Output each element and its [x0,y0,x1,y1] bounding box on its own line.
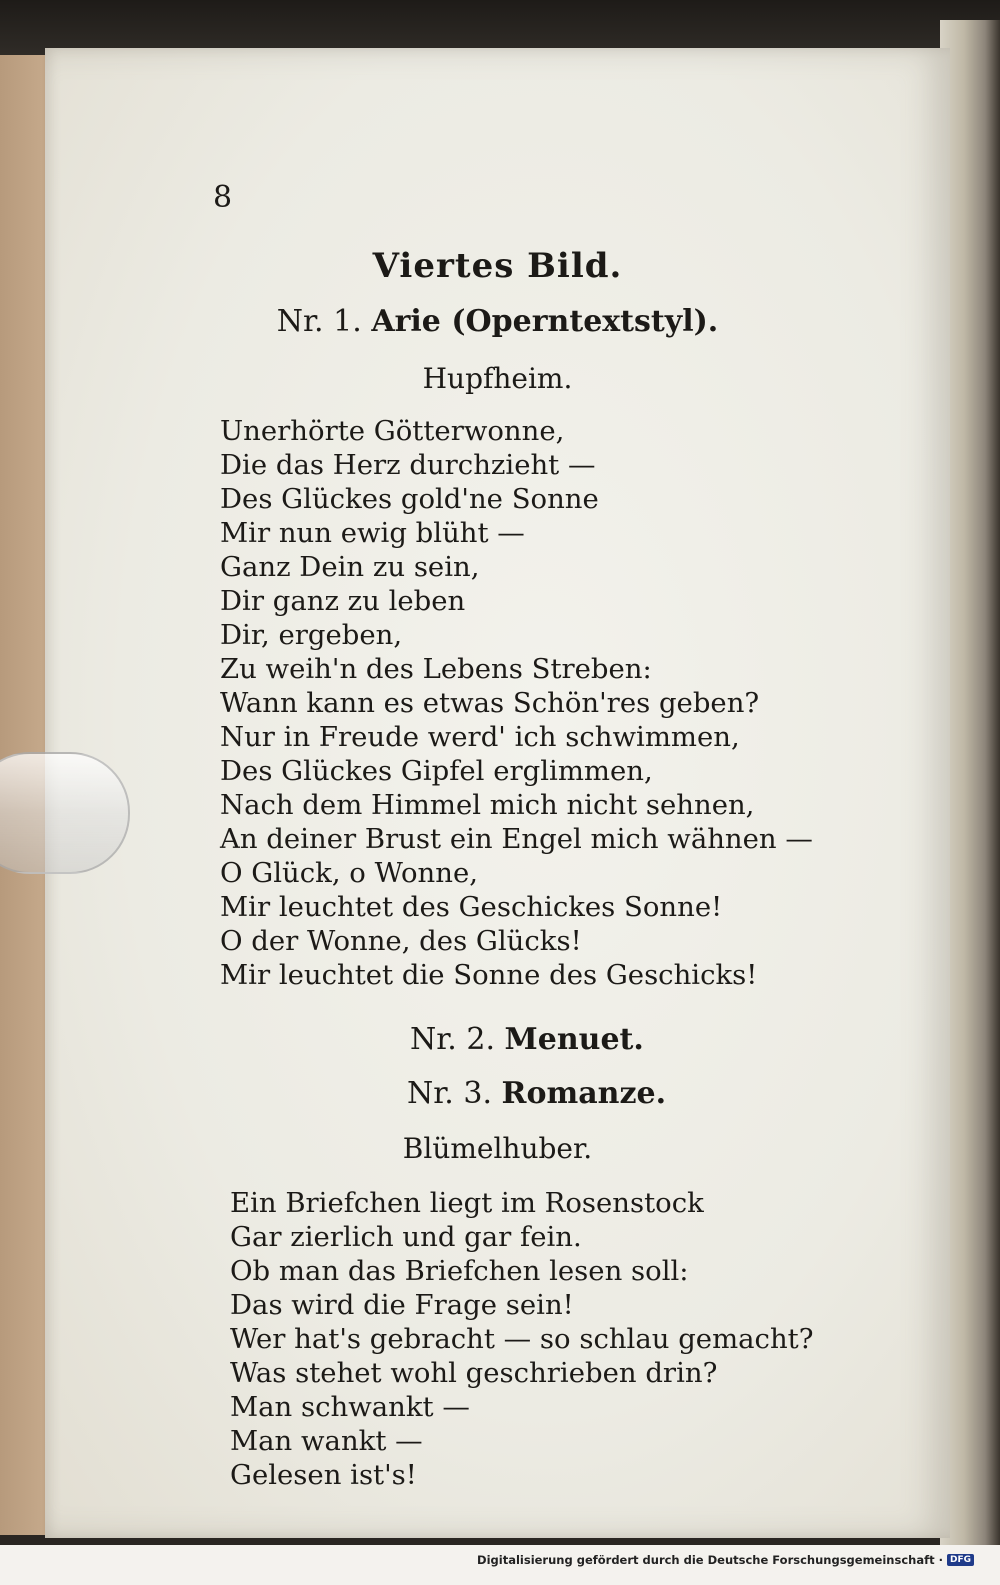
verse-line: Ob man das Briefchen lesen soll: [230,1255,689,1287]
verse-line: Das wird die Frage sein! [230,1289,574,1321]
verse-line: Wer hat's gebracht — so schlau gemacht? [230,1323,814,1355]
verse-line: Ganz Dein zu sein, [220,551,480,583]
menuet-heading [410,1022,644,1057]
verse-line: Dir, ergeben, [220,619,403,651]
page-title: Viertes Bild. [372,246,623,286]
plastic-clip [0,752,130,874]
verse-line: Unerhörte Götterwonne, [220,415,565,447]
verse-line: Ein Briefchen liegt im Rosenstock [230,1187,704,1219]
romanze-verse [230,1186,813,1492]
aria-number: Nr. 1. [276,304,362,339]
menuet-number: Nr. 2. [410,1022,495,1057]
digitization-credit [477,1553,974,1567]
verse-line: Des Glückes Gipfel erglimmen, [220,755,653,787]
verse-line: Dir ganz zu leben [220,585,466,617]
page-number: 8 [213,180,233,215]
verse-line: Wann kann es etwas Schön'res geben? [220,687,760,719]
verse-line: Nur in Freude werd' ich schwimmen, [220,721,740,753]
dfg-logo: DFG [947,1554,974,1566]
book-page [45,48,950,1538]
verse-line: Was stehet wohl geschrieben drin? [230,1357,718,1389]
aria-heading [45,304,950,339]
verse-line: Die das Herz durchzieht — [220,449,596,481]
aria-speaker: Hupfheim. [422,362,573,395]
verse-line: Gelesen ist's! [230,1459,417,1491]
romanze-speaker: Blümelhuber. [402,1132,593,1165]
aria-name: Arie (Operntextstyl). [371,304,719,339]
credit-text: Digitalisierung gefördert durch die Deutsche Forschungsgemeinschaft · [477,1553,943,1567]
verse-line: An deiner Brust ein Engel mich wähnen — [220,823,813,855]
verse-line: O Glück, o Wonne, [220,857,479,889]
romanze-number: Nr. 3. [407,1076,492,1111]
verse-line: Mir leuchtet des Geschickes Sonne! [220,891,723,923]
verse-line: Mir leuchtet die Sonne des Geschicks! [220,959,758,991]
verse-line: O der Wonne, des Glücks! [220,925,582,957]
verse-line: Man schwankt — [230,1391,470,1423]
verse-line: Man wankt — [230,1425,423,1457]
menuet-name: Menuet. [504,1022,644,1057]
romanze-heading [407,1076,666,1111]
verse-line: Mir nun ewig blüht — [220,517,525,549]
verse-line: Des Glückes gold'ne Sonne [220,483,599,515]
verse-line: Zu weih'n des Lebens Streben: [220,653,652,685]
verse-line: Gar zierlich und gar fein. [230,1221,582,1253]
romanze-name: Romanze. [501,1076,667,1111]
verse-line: Nach dem Himmel mich nicht sehnen, [220,789,755,821]
aria-verse [220,414,813,992]
